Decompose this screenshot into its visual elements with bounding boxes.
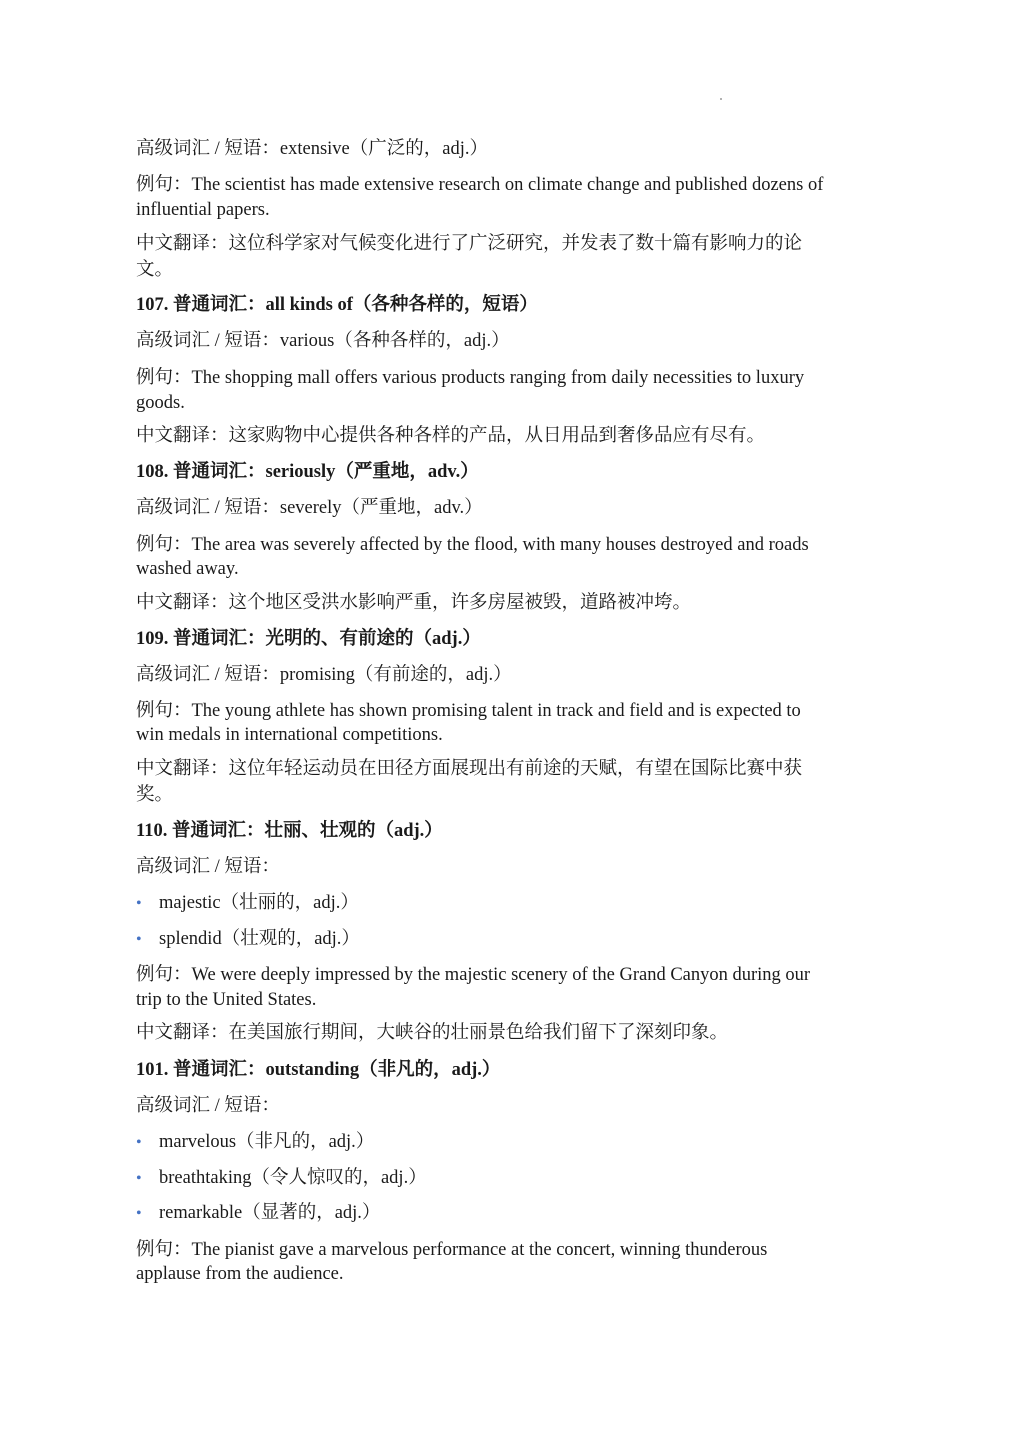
translation-line: 中文翻译：在美国旅行期间，大峡谷的壮丽景色给我们留下了深刻印象。	[136, 1023, 729, 1043]
advanced-vocab-label: 高级词汇 / 短语：	[136, 1096, 280, 1116]
bullet-item-text: breathtaking（令人惊叹的，adj.）	[159, 1168, 427, 1188]
bullet-item	[136, 1166, 427, 1191]
example-sentence-line: 例句：The area was severely affected by the flood, with many houses destroyed and roads	[136, 535, 809, 555]
example-sentence-line: 例句：The young athlete has shown promising talent in track and field and is expected to	[136, 701, 801, 721]
example-sentence-line-cont: applause from the audience.	[136, 1264, 344, 1284]
bullet-item	[136, 1130, 374, 1155]
example-sentence-line-cont: influential papers.	[136, 200, 270, 220]
entry-heading-108: 108. 普通词汇：seriously（严重地，adv.）	[136, 462, 479, 482]
translation-line-cont: 奖。	[136, 785, 174, 805]
translation-line: 中文翻译：这位科学家对气候变化进行了广泛研究，并发表了数十篇有影响力的论	[136, 234, 803, 254]
example-sentence-line: 例句：The scientist has made extensive research on climate change and published dozens of	[136, 175, 824, 195]
bullet-dot-icon: •	[136, 1205, 142, 1222]
translation-line: 中文翻译：这个地区受洪水影响严重，许多房屋被毁，道路被冲垮。	[136, 593, 692, 613]
bullet-dot-icon: •	[136, 931, 142, 948]
translation-line-cont: 文。	[136, 260, 174, 280]
bullet-item-text: marvelous（非凡的，adj.）	[159, 1132, 375, 1152]
example-sentence-line: 例句：The pianist gave a marvelous performance at the concert, winning thunderous	[136, 1240, 768, 1260]
bullet-item-text: remarkable（显著的，adj.）	[159, 1203, 381, 1223]
example-sentence-line-cont: washed away.	[136, 559, 239, 579]
advanced-vocab-line: 高级词汇 / 短语：severely（严重地，adv.）	[136, 498, 483, 518]
entry-heading-107: 107. 普通词汇：all kinds of（各种各样的，短语）	[136, 295, 538, 315]
example-sentence-line-cont: trip to the United States.	[136, 990, 317, 1010]
advanced-vocab-line: 高级词汇 / 短语：extensive（广泛的，adj.）	[136, 139, 488, 159]
bullet-item	[136, 927, 360, 952]
example-sentence-line-cont: win medals in international competitions.	[136, 725, 443, 745]
example-sentence-line: 例句：We were deeply impressed by the majestic scenery of the Grand Canyon during our	[136, 965, 811, 985]
bullet-dot-icon: •	[136, 1134, 142, 1151]
translation-line: 中文翻译：这家购物中心提供各种各样的产品，从日用品到奢侈品应有尽有。	[136, 426, 766, 446]
entry-heading-110: 110. 普通词汇：壮丽、壮观的（adj.）	[136, 821, 443, 841]
example-sentence-line: 例句：The shopping mall offers various products ranging from daily necessities to luxury	[136, 368, 805, 388]
entry-heading-109: 109. 普通词汇：光明的、有前途的（adj.）	[136, 629, 481, 649]
bullet-item-text: splendid（壮观的，adj.）	[159, 929, 360, 949]
advanced-vocab-line: 高级词汇 / 短语：promising（有前途的，adj.）	[136, 665, 512, 685]
advanced-vocab-label: 高级词汇 / 短语：	[136, 857, 280, 877]
advanced-vocab-line: 高级词汇 / 短语：various（各种各样的，adj.）	[136, 331, 510, 351]
bullet-dot-icon: •	[136, 1170, 142, 1187]
stray-dot-mark	[720, 98, 722, 100]
example-sentence-line-cont: goods.	[136, 393, 185, 413]
bullet-dot-icon: •	[136, 895, 142, 912]
bullet-item	[136, 1201, 380, 1226]
translation-line: 中文翻译：这位年轻运动员在田径方面展现出有前途的天赋，有望在国际比赛中获	[136, 759, 803, 779]
bullet-item-text: majestic（壮丽的，adj.）	[159, 893, 359, 913]
bullet-item	[136, 891, 359, 916]
entry-heading-101: 101. 普通词汇：outstanding（非凡的，adj.）	[136, 1060, 501, 1080]
